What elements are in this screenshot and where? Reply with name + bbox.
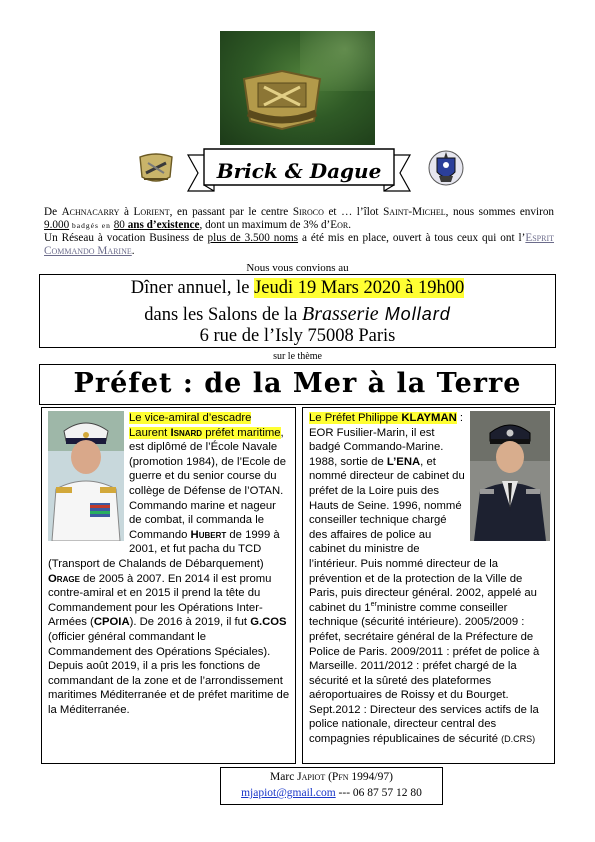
admiral-portrait <box>48 411 124 541</box>
theme-label: sur le thème <box>273 351 322 362</box>
event-date: Jeudi 19 Mars 2020 à 19h00 <box>254 278 465 298</box>
commando-badge-icon <box>234 69 330 131</box>
email-link[interactable]: mjapiot@gmail.com <box>241 787 336 799</box>
heraldic-badge-icon <box>427 146 465 190</box>
intro-paragraph: De Achnacarry à Lorient, en passant par le centre Siroco et … l’îlot Saint-Michel, nous sommes environ 9.000 badgés en 80 ans d’existence, dont un maximum de 3% d’Eor. Un Réseau à vocation Business de plus de 3.500 noms a été mis en place, ouvert à tous ceux qui ont l’Esprit Commando Marine. <box>44 206 555 257</box>
esprit-commando-link[interactable]: Esprit Commando Marine <box>44 232 554 257</box>
prefect-portrait <box>470 411 550 541</box>
beret-photo <box>220 31 375 145</box>
theme-title: Préfet : de la Mer à la Terre <box>73 368 522 399</box>
left-bio-column: Le vice-amiral d’escadre Laurent Isnard préfet maritime, est diplômé de l’École Navale (promotion 1984), de l’Ecole de guerre et du senior course du collège de Défense de l’OTAN. Commando marine et nageur de combat, il commanda le Commando Hubert de 1999 à 2001, et fut pacha du TCD (Transport de Chalands de Débarquement) Orage de 2005 à 2007. En 2014 il est promu contre-amiral et en 2015 il prend la tête du Commandement pour les Opérations Inter-Armées (CPOIA). De 2016 à 2019, il fut G.COS (officier général commandant le Commandement des Opérations Spéciales). Depuis août 2019, il a pris les fonctions de commandant de la zone et de l’arrondissement maritimes Méditerranée et de préfet maritime de la Méditerranée. <box>41 407 296 764</box>
event-venue-line: dans les Salons de la Brasserie Mollard <box>144 303 451 325</box>
event-address: 6 rue de l’Isly 75008 Paris <box>199 326 396 346</box>
dagger-badge-icon <box>136 151 176 187</box>
invite-line: Nous vous convions au <box>246 262 349 274</box>
contact-line: mjapiot@gmail.com --- 06 87 57 12 80 <box>241 787 422 799</box>
event-date-line: Dîner annuel, le Jeudi 19 Mars 2020 à 19h00 <box>130 278 465 298</box>
phone-number: 06 87 57 12 80 <box>352 787 422 799</box>
theme-title-box <box>39 364 556 405</box>
contact-box <box>220 767 443 805</box>
contact-name: Marc Japiot (Pfn 1994/97) <box>270 771 393 783</box>
event-box <box>39 274 556 348</box>
banner-title: Brick & Dague <box>216 159 382 183</box>
right-bio-column: Le Préfet Philippe KLAYMAN : EOR Fusilier-Marin, il est badgé Commando-Marine. 1988, sortie de L’ENA, et nommé directeur de cabinet du préfet de la Loire puis des Hauts de Seine. 1996, nommé conseiller technique chargé des affaires de police au cabinet du ministre de l’intérieur. Puis nommé directeur de la prévention et de la protection de la Ville de Paris, puis directeur général. 2002, appelé au cabinet du 1erministre comme conseiller technique (sécurité intérieure). 2005/2009 : préfet, secrétaire général de la Préfecture de Police de Paris. 2009/2011 : préfet de police à Marseille. 2011/2012 : préfet chargé de la sécurité et la sûreté des plateformes aéroportuaires de Roissy et du Bourget. Sept.2012 : Directeur des services actifs de la police nationale, directeur central des compagnies républicaines de sécurité (D.CRS) <box>302 407 555 764</box>
